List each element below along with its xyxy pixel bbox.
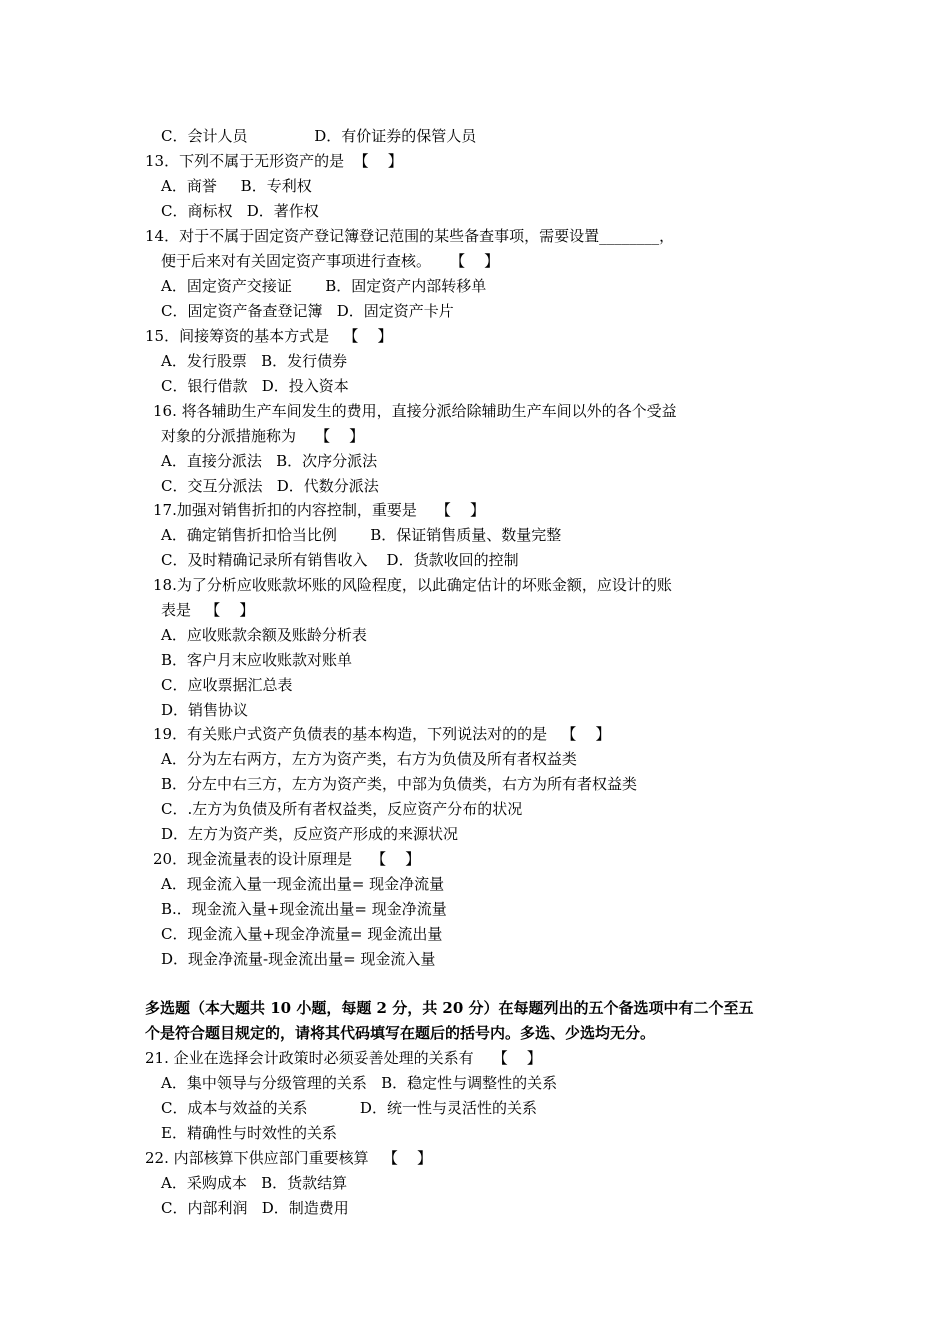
q14-options-cd: C．固定资产备查登记簿 D．固定资产卡片 <box>161 302 454 320</box>
section-heading-multiple-choice: 多选题（本大题共 10 小题，每题 2 分，共 20 分）在每题列出的五个备选项中有二个至五 <box>145 999 754 1017</box>
q18-option-b: B．客户月末应收账款对账单 <box>161 651 353 669</box>
q18-option-d: D．销售协议 <box>161 701 249 719</box>
q14-question-cont: 便于后来对有关固定资产事项进行查核。 【 】 <box>161 252 500 270</box>
q21-options-ab: A．集中领导与分级管理的关系 B．稳定性与调整性的关系 <box>161 1074 558 1092</box>
q20-question: 20．现金流量表的设计原理是 【 】 <box>153 850 421 868</box>
q13-options-ab: A．商誉 B．专利权 <box>161 177 312 195</box>
q16-options-cd: C．交互分派法 D．代数分派法 <box>161 477 379 495</box>
q19-option-a: A．分为左右两方，左方为资产类，右方为负债及所有者权益类 <box>161 750 577 768</box>
section-heading-instructions: 个是符合题目规定的，请将其代码填写在题后的括号内。多选、少选均无分。 <box>145 1024 656 1042</box>
q20-option-b: B.．现金流入量+现金流出量= 现金净流量 <box>161 900 447 918</box>
q15-options-ab: A．发行股票 B．发行债券 <box>161 352 348 370</box>
q19-question: 19．有关账户式资产负债表的基本构造，下列说法对的的是 【 】 <box>153 725 611 743</box>
q22-question: 22. 内部核算下供应部门重要核算 【 】 <box>145 1149 433 1167</box>
q14-options-ab: A．固定资产交接证 B．固定资产内部转移单 <box>161 277 487 295</box>
q18-option-c: C．应收票据汇总表 <box>161 676 293 694</box>
q16-question: 16. 将各辅助生产车间发生的费用，直接分派给除辅助生产车间以外的各个受益 <box>153 402 677 420</box>
q15-question: 15．间接筹资的基本方式是 【 】 <box>145 327 393 345</box>
q19-option-b: B．分左中右三方，左方为资产类，中部为负债类，右方为所有者权益类 <box>161 775 638 793</box>
q13-question: 13．下列不属于无形资产的是 【 】 <box>145 152 403 170</box>
q16-options-ab: A．直接分派法 B．次序分派法 <box>161 452 378 470</box>
q15-options-cd: C．银行借款 D．投入资本 <box>161 377 349 395</box>
q12-options-cd: C．会计人员 D．有价证券的保管人员 <box>161 127 477 145</box>
q22-options-ab: A．采购成本 B．货款结算 <box>161 1174 348 1192</box>
q13-options-cd: C．商标权 D．著作权 <box>161 202 319 220</box>
q18-question-cont: 表是 【 】 <box>161 601 255 619</box>
q20-option-d: D．现金净流量-现金流出量= 现金流入量 <box>161 950 436 968</box>
q19-option-d: D．左方为资产类，反应资产形成的来源状况 <box>161 825 459 843</box>
q18-question: 18.为了分析应收账款坏账的风险程度，以此确定估计的坏账金额，应设计的账 <box>153 576 672 594</box>
q21-option-e: E．精确性与时效性的关系 <box>161 1124 337 1142</box>
q18-option-a: A．应收账款余额及账龄分析表 <box>161 626 367 644</box>
q20-option-c: C．现金流入量+现金净流量= 现金流出量 <box>161 925 443 943</box>
q19-option-c: C．.左方为负债及所有者权益类，反应资产分布的状况 <box>161 800 523 818</box>
q21-question: 21. 企业在选择会计政策时必须妥善处理的关系有 【 】 <box>145 1049 542 1067</box>
q17-options-ab: A．确定销售折扣恰当比例 B．保证销售质量、数量完整 <box>161 526 562 544</box>
q17-options-cd: C．及时精确记录所有销售收入 D．货款收回的控制 <box>161 551 519 569</box>
q16-question-cont: 对象的分派措施称为 【 】 <box>161 427 365 445</box>
q20-option-a: A．现金流入量一现金流出量= 现金净流量 <box>161 875 445 893</box>
q14-question: 14．对于不属于固定资产登记簿登记范围的某些备查事项，需要设置________， <box>145 227 675 245</box>
q21-options-cd: C．成本与效益的关系 D．统一性与灵活性的关系 <box>161 1099 537 1117</box>
q17-question: 17.加强对销售折扣的内容控制，重要是 【 】 <box>153 501 486 519</box>
q22-options-cd: C．内部利润 D．制造费用 <box>161 1199 349 1217</box>
